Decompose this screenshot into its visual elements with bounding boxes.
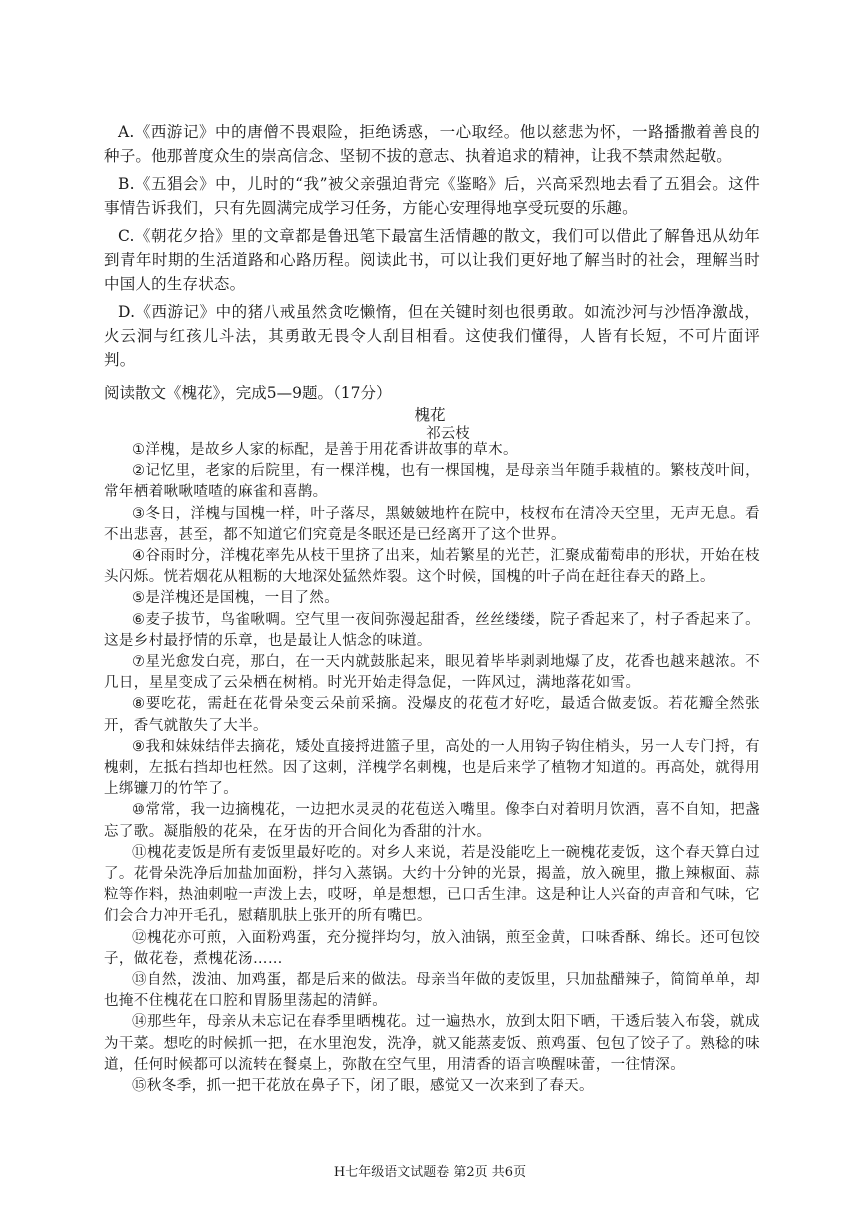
- essay-paragraph-11: ⑪槐花麦饭是所有麦饭里最好吃的。对乡人来说，若是没能吃上一碗槐花麦饭，这个春天算白过了。花骨朵洗净后加盐加面粉，拌匀入蒸锅。大约十分钟的光景，揭盖，放入碗里，撒上辣椒面、蒜粒等作料，热油刺啦一声泼上去，哎呀，单是想想，已口舌生津。这是种让人兴奋的声音和气味，它们会合力冲开毛孔，慰藉肌肤上张开的所有嘴巴。: [104, 844, 760, 925]
- reading-instruction: 阅读散文《槐花》，完成5—9题。（17分）: [104, 384, 392, 402]
- essay-paragraph-3: ③冬日，洋槐与国槐一样，叶子落尽，黑皴皴地杵在院中，枝杈布在清冷天空里，无声无息。看不出悲喜，甚至，都不知道它们究竟是冬眠还是已经离开了这个世界。: [104, 505, 760, 543]
- essay-paragraph-2: ②记忆里，老家的后院里，有一棵洋槐，也有一棵国槐，是母亲当年随手栽植的。繁枝茂叶间，常年栖着啾啾喳喳的麻雀和喜鹊。: [104, 463, 760, 501]
- option-d: D.《西游记》中的猪八戒虽然贪吃懒惰，但在关键时刻也很勇敢。如流沙河与沙悟净激战，火云洞与红孩儿斗法，其勇敢无畏令人刮目相看。这使我们懂得，人皆有长短，不可片面评判。: [104, 303, 760, 369]
- essay-paragraph-6: ⑥麦子拔节，鸟雀啾啁。空气里一夜间弥漫起甜香，丝丝缕缕，院子香起来了，村子香起来了。这是乡村最抒情的乐章，也是最让人惦念的味道。: [104, 611, 760, 649]
- essay-title: 槐花: [414, 406, 446, 424]
- option-a: A.《西游记》中的唐僧不畏艰险，拒绝诱惑，一心取经。他以慈悲为怀，一路播撒着善良的种子。他那普度众生的崇高信念、坚韧不拔的意志、执着追求的精神，让我不禁肃然起敬。: [104, 123, 760, 165]
- essay-paragraph-12: ⑫槐花亦可煎，入面粉鸡蛋，充分搅拌均匀，放入油锅，煎至金黄，口味香酥、绵长。还可包饺子，做花卷，煮槐花汤……: [104, 929, 760, 967]
- essay-paragraph-8: ⑧要吃花，需赶在花骨朵变云朵前采摘。没爆皮的花苞才好吃，最适合做麦饭。若花瓣全然张开，香气就散失了大半。: [104, 696, 760, 734]
- option-c: C.《朝花夕拾》里的文章都是鲁迅笔下最富生活情趣的散文，我们可以借此了解鲁迅从幼年到青年时期的生活道路和心路历程。阅读此书，可以让我们更好地了解当时的社会，理解当时中国人的生存状态。: [104, 227, 760, 293]
- essay-paragraph-10: ⑩常常，我一边摘槐花，一边把水灵灵的花苞送入嘴里。像李白对着明月饮酒，喜不自知，把盏忘了歌。凝脂般的花朵，在牙齿的开合间化为香甜的汁水。: [104, 802, 760, 840]
- essay-author: 祁云枝: [426, 426, 470, 442]
- essay-paragraph-7: ⑦星光愈发白亮，那白，在一天内就鼓胀起来，眼见着毕毕剥剥地爆了皮，花香也越来越浓。不几日，星星变成了云朵栖在树梢。时光开始走得急促，一阵风过，满地落花如雪。: [104, 654, 760, 692]
- answer-options: [104, 120, 760, 376]
- essay-paragraph-15: ⑮秋冬季，抓一把干花放在鼻子下，闭了眼，感觉又一次来到了春天。: [132, 1078, 594, 1095]
- essay-paragraph-1: ①洋槐，是故乡人家的标配，是善于用花香讲故事的草木。: [132, 442, 518, 458]
- option-b: B.《五猖会》中，儿时的“我”被父亲强迫背完《鉴略》后，兴高采烈地去看了五猖会。这件事情告诉我们，只有先圆满完成学习任务，方能心安理得地享受玩耍的乐趣。: [104, 175, 760, 217]
- essay-paragraph-5: ⑤是洋槐还是国槐，一目了然。: [132, 590, 340, 607]
- page-footer: H七年级语文试题卷 第2页 共6页: [333, 1165, 527, 1180]
- essay-paragraph-14: ⑭那些年，母亲从未忘记在春季里晒槐花。过一遍热水，放到太阳下晒，干透后装入布袋，就成为干菜。想吃的时候抓一把，在水里泡发，洗净，就又能蒸麦饭、煎鸡蛋、包包了饺子了。熟稔的味道，任何时候都可以流转在餐桌上，弥散在空气里，用清香的语言唤醒味蕾，一往情深。: [104, 1014, 760, 1073]
- essay-paragraph-4: ④谷雨时分，洋槐花率先从枝干里挤了出来，灿若繁星的光芒，汇聚成葡萄串的形状，开始在枝头闪烁。恍若烟花从粗粝的大地深处猛然炸裂。这个时候，国槐的叶子尚在赶往春天的路上。: [104, 548, 760, 586]
- essay-body: [104, 440, 760, 1097]
- essay-paragraph-9: ⑨我和妹妹结伴去摘花，矮处直接捋进篮子里，高处的一人用钩子钩住梢头，另一人专门捋，有槐刺，左抵右挡却也枉然。因了这刺，洋槐学名刺槐，也是后来学了植物才知道的。再高处，就得用上绑镰刀的竹竿了。: [104, 738, 760, 798]
- essay-paragraph-13: ⑬自然，泼油、加鸡蛋，都是后来的做法。母亲当年做的麦饭里，只加盐醋辣子，简简单单，却也掩不住槐花在口腔和胃肠里荡起的清鲜。: [104, 972, 760, 1010]
